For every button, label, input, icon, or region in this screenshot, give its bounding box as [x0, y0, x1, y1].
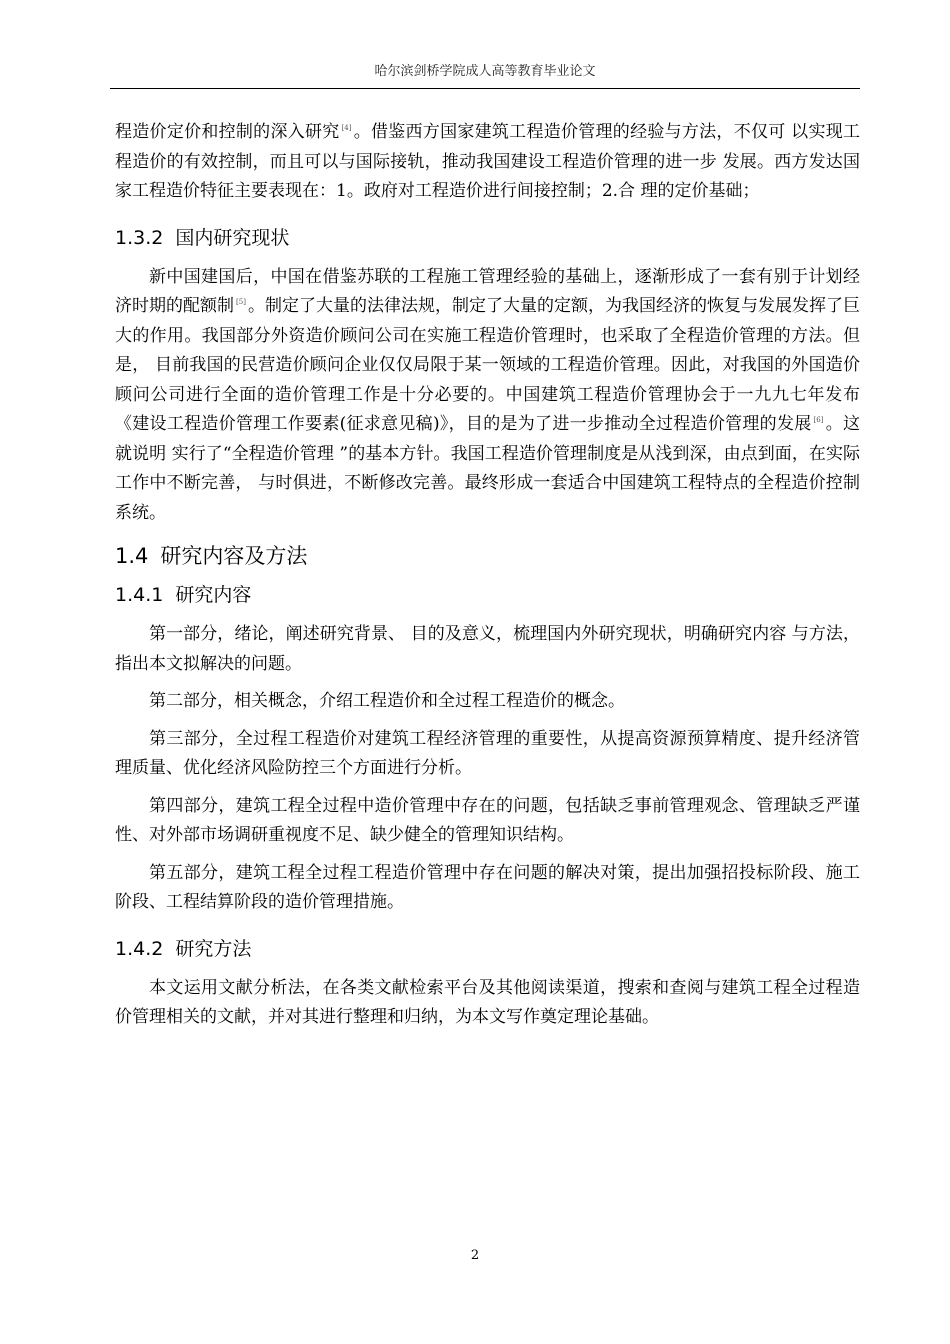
domestic-research-paragraph [115, 263, 860, 529]
intro-paragraph [115, 118, 860, 207]
heading-number: 1.4.1 [115, 584, 164, 606]
research-method-paragraph: 本文运用文献分析法，在各类文献检索平台及其他阅读渠道，搜索和查阅与建筑工程全过程造价管理相关的文献，并对其进行整理和归纳，为本文写作奠定理论基础。 [115, 977, 860, 1027]
page-number: 2 [470, 1248, 480, 1263]
heading-1-4-1 [115, 582, 860, 608]
research-part-4: 第四部分，建筑工程全过程中造价管理中存在的问题，包括缺乏事前管理观念、管理缺乏严谨性、对外部市场调研重视度不足、缺少健全的管理知识结构。 [115, 795, 860, 845]
citation-ref-6: [6] [813, 416, 824, 424]
intro-text-a: 程造价定价和控制的深入研究 [115, 122, 340, 142]
document-body [115, 118, 860, 1033]
heading-1-4 [115, 542, 860, 570]
citation-ref-4: [4] [341, 124, 352, 132]
research-part-1: 第一部分，绪论，阐述研究背景、 目的及意义，梳理国内外研究现状，明确研究内容 与方法，指出本文拟解决的问题。 [115, 624, 860, 674]
citation-ref-5: [5] [236, 298, 246, 306]
heading-1-4-2 [115, 936, 860, 962]
heading-title: 研究内容及方法 [160, 544, 308, 568]
header-rule [110, 88, 860, 89]
research-part-3: 第三部分，全过程工程造价对建筑工程经济管理的重要性，从提高资源预算精度、提升经济管理质量、优化经济风险防控三个方面进行分析。 [115, 728, 860, 778]
heading-number: 1.4 [115, 544, 149, 568]
research-part-5: 第五部分，建筑工程全过程工程造价管理中存在问题的解决对策，提出加强招投标阶段、施工阶段、工程结算阶段的造价管理措施。 [115, 862, 860, 912]
heading-1-3-2 [115, 225, 860, 251]
domestic-text-c: 。这就说明 实行了“全程造价管理 ”的基本方针。我国工程造价管理制度是从浅到深，由点到面，在实际工作中不断完善， 与时俱进，不断修改完善。最终形成一套适合中国建筑工程特点的全程造价控制系统。 [115, 414, 860, 523]
heading-title: 国内研究现状 [175, 226, 290, 249]
page-header: 哈尔滨剑桥学院成人高等教育毕业论文 [374, 64, 596, 79]
heading-title: 研究方法 [175, 937, 252, 960]
heading-number: 1.3.2 [115, 226, 164, 249]
domestic-text-b: 。制定了大量的法律法规，制定了大量的定额，为我国经济的恢复与发展发挥了巨大的作用。我国部分外资造价顾问公司在实施工程造价管理时，也采取了全程造价管理的方法。但是， 目前我国的民营造价顾问企业仅仅局限于某一领域的工程造价管理。因此，对我国的外国造价顾问公司进行全面的造价管理工作是十分必要的。中国建筑工程造价管理协会于一九九七年发布《建设工程造价管理工作要素(征求意见稿)》，目的是为了进一步推动全过程造价管理的发展 [115, 296, 861, 434]
domestic-text-a: 新中国建国后，中国在借鉴苏联的工程施工管理经验的基础上，逐渐形成了一套有别于计划经济时期的配额制 [115, 266, 860, 316]
heading-title: 研究内容 [175, 584, 252, 606]
heading-number: 1.4.2 [115, 937, 164, 960]
research-part-2: 第二部分，相关概念，介绍工程造价和全过程工程造价的概念。 [149, 691, 625, 711]
intro-text-b: 。借鉴西方国家建筑工程造价管理的经验与方法，不仅可 以实现工程造价的有效控制，而且可以与国际接轨，推动我国建设工程造价管理的进一步 发展。西方发达国家工程造价特征主要表现在：1。政府对工程造价进行间接控制；2.合 理的定价基础； [115, 122, 860, 201]
